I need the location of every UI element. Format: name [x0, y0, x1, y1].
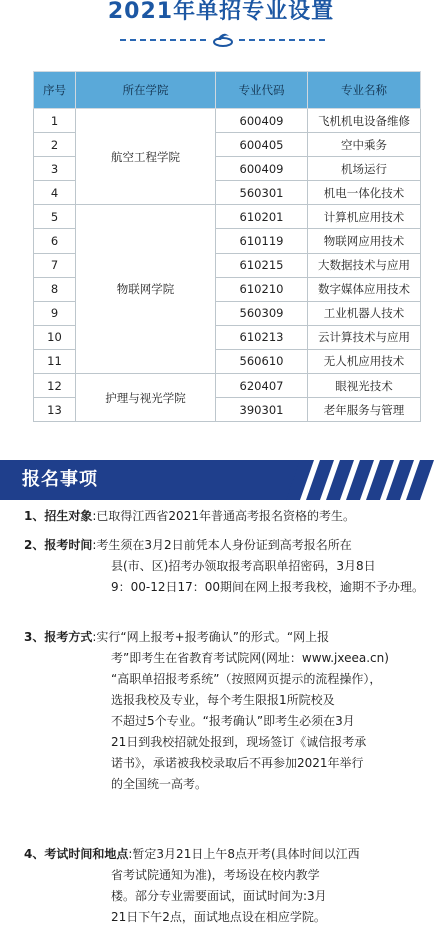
- row-major: 老年服务与管理: [308, 398, 421, 422]
- college-cell: 航空工程学院: [76, 109, 216, 205]
- college-cell: 护理与视光学院: [76, 374, 216, 422]
- section-title: 报名事项: [22, 469, 98, 490]
- note-line: 楼。部分专业需要面试，面试时间为:3月: [111, 889, 327, 903]
- note-line: 选报我校及专业，每个考生限报1所院校及: [111, 693, 335, 707]
- row-major: 无人机应用技术: [308, 349, 421, 373]
- note-line: 的全国统一高考。: [111, 777, 208, 791]
- row-no: 12: [34, 374, 76, 398]
- row-code: 610215: [216, 253, 308, 277]
- table-row: [34, 374, 421, 398]
- note-line: 考生须在3月2日前凭本人身份证到高考报名所在: [96, 538, 352, 552]
- row-major: 机场运行: [308, 157, 421, 181]
- row-code: 560309: [216, 301, 308, 325]
- section-header: [0, 460, 442, 500]
- row-major: 数字媒体应用技术: [308, 277, 421, 301]
- note-line: 暂定3月21日上午8点开考(具体时间以江西: [132, 847, 360, 861]
- row-code: 600405: [216, 133, 308, 157]
- note-line: 21日下午2点，面试地点设在相应学院。: [111, 910, 326, 924]
- row-code: 610201: [216, 205, 308, 229]
- note-item: 3、报考方式:实行“网上报考+报考确认”的形式。“网上报 考”即考生在省教育考试院网(网址：www.jxeea.cn) “高职单招报考系统”（按照网页提示的流程操作）， 选报我校及专业，每个考生限报1所院校及 不超过5个专业。“报考确认”即考生必须在3月 21日到我校招就处报到，现场签订《诚信报考承 诺书》，承诺被我校录取后不再参加2021年举行 的全国统一高考。: [24, 627, 438, 795]
- row-major: 眼视光技术: [308, 374, 421, 398]
- header-college: 所在学院: [76, 72, 216, 109]
- note-heading: 考试时间和地点: [44, 847, 129, 861]
- note-number: 4、: [24, 847, 45, 861]
- note-line: 21日到我校招就处报到，现场签订《诚信报考承: [111, 735, 367, 749]
- row-major: 大数据技术与应用: [308, 253, 421, 277]
- stripes-decoration-icon: [280, 460, 442, 500]
- school-logo-icon: [212, 28, 234, 50]
- row-no: 13: [34, 398, 76, 422]
- title-decoration: [120, 28, 325, 54]
- row-major: 空中乘务: [308, 133, 421, 157]
- row-no: 8: [34, 277, 76, 301]
- table-header-row: [34, 72, 421, 109]
- majors-table: [33, 71, 421, 422]
- note-line: “高职单招报考系统”（按照网页提示的流程操作），: [111, 672, 382, 686]
- row-no: 5: [34, 205, 76, 229]
- note-line: 考”即考生在省教育考试院网(网址：www.jxeea.cn): [111, 651, 389, 665]
- row-no: 11: [34, 349, 76, 373]
- note-heading: 报考时间: [44, 538, 93, 552]
- row-no: 7: [34, 253, 76, 277]
- note-line: 已取得江西省2021年普通高考报名资格的考生。: [96, 509, 355, 523]
- note-number: 3、: [24, 630, 45, 644]
- page-title: 2021年单招专业设置: [107, 0, 335, 24]
- note-line: 9：00-12日17：00期间在网上报考我校，逾期不予办理。: [111, 580, 425, 594]
- row-no: 4: [34, 181, 76, 205]
- row-code: 390301: [216, 398, 308, 422]
- row-no: 9: [34, 301, 76, 325]
- header-code: 专业代码: [216, 72, 308, 109]
- header-major: 专业名称: [308, 72, 421, 109]
- note-line: 不超过5个专业。“报考确认”即考生必须在3月: [111, 714, 355, 728]
- note-number: 2、: [24, 538, 45, 552]
- row-no: 3: [34, 157, 76, 181]
- row-no: 2: [34, 133, 76, 157]
- note-item: 2、报考时间:考生须在3月2日前凭本人身份证到高考报名所在 县(市、区)招考办领取报考高职单招密码，3月8日 9：00-12日17：00期间在网上报考我校，逾期不予办理。: [24, 535, 438, 598]
- row-code: 600409: [216, 109, 308, 133]
- row-major: 工业机器人技术: [308, 301, 421, 325]
- row-code: 560610: [216, 349, 308, 373]
- row-no: 10: [34, 325, 76, 349]
- row-major: 机电一体化技术: [308, 181, 421, 205]
- row-major: 云计算技术与应用: [308, 325, 421, 349]
- note-line: 省考试院通知为准)，考场设在校内教学: [111, 868, 320, 882]
- note-line: 实行“网上报考+报考确认”的形式。“网上报: [96, 630, 330, 644]
- note-item: 1、招生对象:已取得江西省2021年普通高考报名资格的考生。: [24, 509, 355, 523]
- college-cell: 物联网学院: [76, 205, 216, 374]
- header-no: 序号: [34, 72, 76, 109]
- row-code: 600409: [216, 157, 308, 181]
- note-number: 1、: [24, 509, 45, 523]
- row-code: 610210: [216, 277, 308, 301]
- divider-left: [120, 39, 206, 41]
- row-no: 1: [34, 109, 76, 133]
- note-item: 4、考试时间和地点:暂定3月21日上午8点开考(具体时间以江西 省考试院通知为准)，考场设在校内教学 楼。部分专业需要面试，面试时间为:3月 21日下午2点，面试地点设在相应学院。: [24, 844, 438, 928]
- note-heading: 报考方式: [44, 630, 93, 644]
- row-code: 560301: [216, 181, 308, 205]
- row-major: 飞机机电设备维修: [308, 109, 421, 133]
- note-line: 诺书》，承诺被我校录取后不再参加2021年举行: [111, 756, 364, 770]
- table-row: [34, 205, 421, 229]
- row-code: 610119: [216, 229, 308, 253]
- row-code: 610213: [216, 325, 308, 349]
- table-row: [34, 109, 421, 133]
- row-major: 计算机应用技术: [308, 205, 421, 229]
- row-code: 620407: [216, 374, 308, 398]
- row-major: 物联网应用技术: [308, 229, 421, 253]
- divider-right: [239, 39, 325, 41]
- note-line: 县(市、区)招考办领取报考高职单招密码，3月8日: [111, 559, 376, 573]
- note-heading: 招生对象: [44, 509, 93, 523]
- row-no: 6: [34, 229, 76, 253]
